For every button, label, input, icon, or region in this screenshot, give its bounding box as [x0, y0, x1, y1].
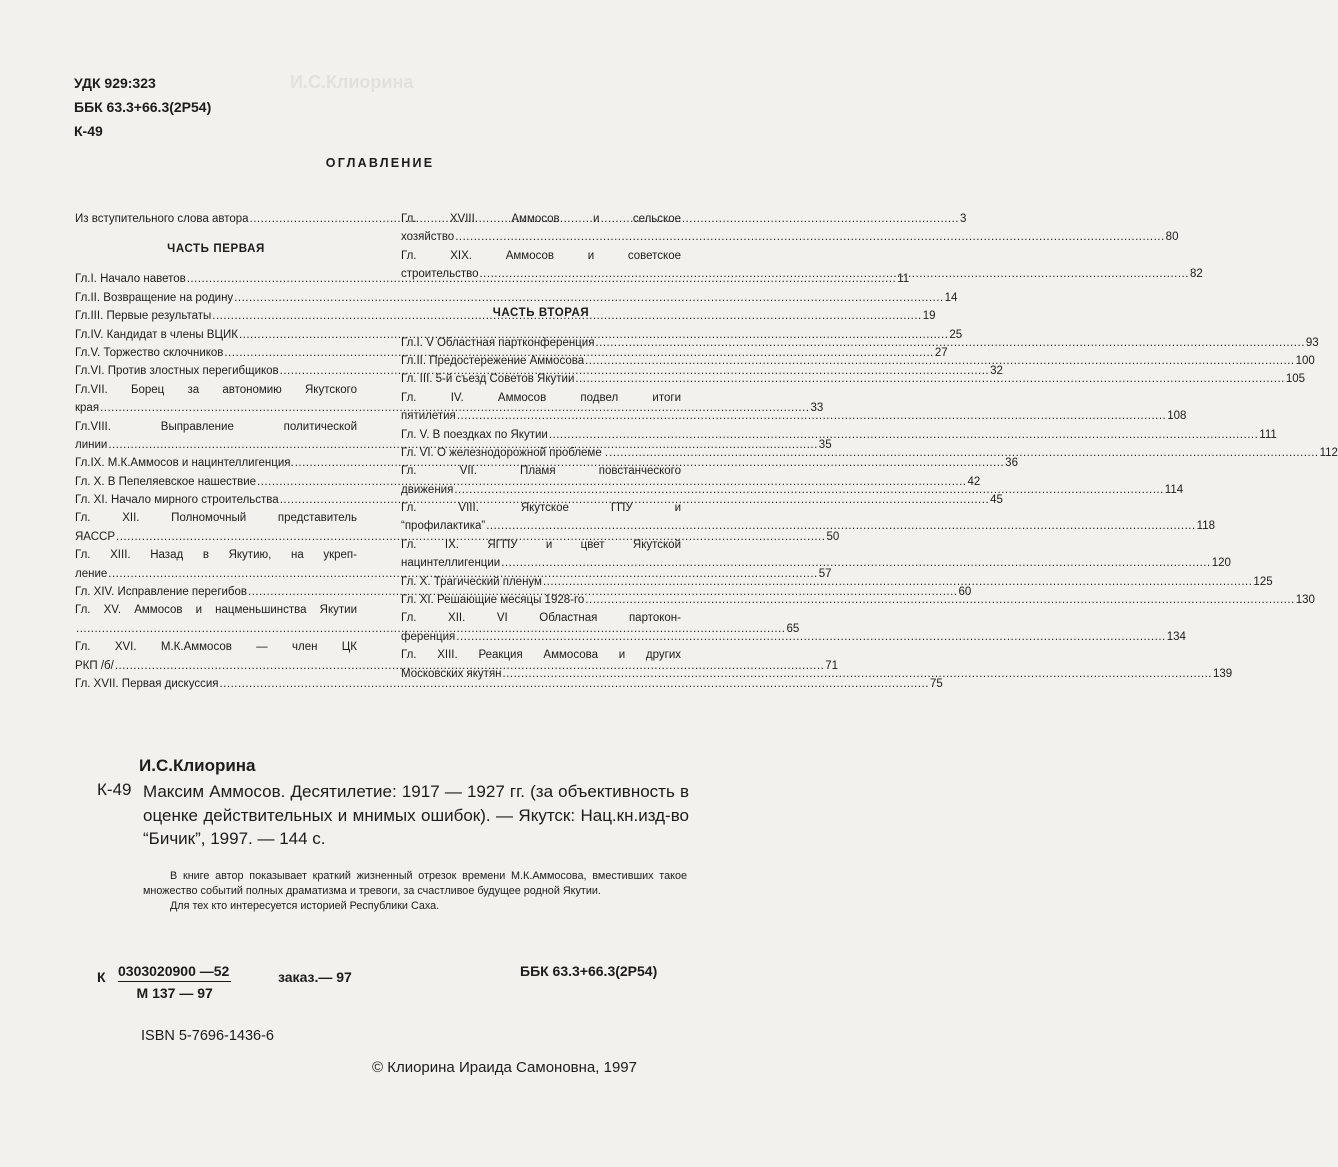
udk-code: УДК 929:323	[74, 75, 156, 91]
toc-entry-title: Гл.IX. М.К.Аммосов и нацинтеллигенция.	[75, 457, 294, 470]
toc-entry	[75, 289, 958, 307]
toc-entry-page: 33	[810, 402, 824, 415]
toc-entry-title: края	[75, 402, 100, 415]
toc-entry-page: 65	[786, 622, 800, 635]
toc-entry-first-line: Гл. IV. Аммосов подвел итоги	[401, 391, 681, 404]
toc-entry-page: 112	[1319, 446, 1338, 459]
bbk-code-bottom: ББК 63.3+66.3(2Р54)	[520, 963, 658, 979]
toc-entry-title: ференция	[401, 630, 456, 643]
toc-entry-title: Гл. XIV. Исправление перегибов	[75, 586, 248, 599]
toc-entry-title: Гл.III. Первые результаты	[75, 310, 212, 323]
toc-entry-line	[75, 289, 958, 307]
toc-entry-first-line: Гл. XII. VI Областная партокон-	[401, 612, 681, 625]
toc-entry-page: 111	[1259, 428, 1277, 441]
toc-entry-page: 134	[1166, 630, 1186, 643]
toc-entry-first-line: Гл. XIII. Назад в Якутию, на укреп-	[75, 549, 357, 562]
toc-entry-page: 25	[949, 328, 963, 341]
toc-leader	[609, 444, 1318, 462]
toc-entry-page: 100	[1295, 354, 1315, 367]
toc-entry-line	[75, 675, 943, 693]
toc-leader	[456, 628, 1165, 646]
toc-entry-title: Гл. XVII. Первая дискуссия	[75, 677, 219, 690]
toc-entry-first-line: Гл. VIII. Якутское ГПУ и	[401, 502, 681, 515]
toc-entry-page: 27	[934, 346, 948, 359]
toc-entry-title: хозяйство	[401, 231, 455, 244]
toc-entry-page: 35	[818, 438, 832, 451]
toc-leader	[543, 573, 1252, 591]
toc-entry-title: Гл.I. Начало наветов	[75, 273, 186, 286]
toc-leader	[454, 481, 1163, 499]
toc-entry-first-line: Гл. VII. Пламя повстанческого	[401, 465, 681, 478]
toc-entry-page: 32	[990, 365, 1003, 378]
toc-entry-page: 139	[1212, 667, 1233, 680]
toc-entry-page: 57	[818, 567, 832, 580]
toc-leader	[585, 352, 1294, 370]
toc-leader	[549, 426, 1258, 444]
toc-entry-title: “профилактика”	[401, 520, 486, 533]
toc-entry-page: 130	[1295, 594, 1315, 607]
toc-entry-page: 75	[929, 677, 943, 690]
part-one-heading: ЧАСТЬ ПЕРВАЯ	[167, 243, 265, 256]
toc-entry-title: движения	[401, 483, 454, 496]
abstract-paragraph: В книге автор показывает краткий жизненный отрезок времени М.К.Аммосова, вместивших такое множество событий полных драматизма и тревоги, за счастливое будущее родной Якутии.	[143, 870, 687, 897]
toc-entry	[75, 675, 943, 693]
classification-codes	[74, 71, 211, 143]
toc-leader	[585, 591, 1294, 609]
toc-entry-page: 80	[1165, 231, 1179, 244]
toc-entry-page: 45	[990, 494, 1003, 507]
copyright: © Клиорина Ираида Самоновна, 1997	[372, 1059, 637, 1076]
toc-title: ОГЛАВЛЕНИЕ	[325, 156, 435, 170]
toc-entry-line	[401, 426, 1277, 444]
toc-entry-page: 50	[826, 530, 840, 543]
toc-entry-page: 11	[897, 273, 910, 286]
toc-entry-line	[401, 228, 1179, 246]
toc-entry-title: Гл. VI. О железнодорожной проблеме .	[401, 446, 609, 459]
toc-entry-page: 3	[959, 212, 967, 225]
toc-entry-first-line: Гл.VII. Борец за автономию Якутского	[75, 383, 357, 396]
toc-entry-title: Гл.IV. Кандидат в члены ВЦИК	[75, 328, 238, 341]
toc-entry-page: 114	[1164, 483, 1184, 496]
toc-leader	[457, 407, 1166, 425]
card-abstract	[143, 869, 687, 914]
toc-entry-title: Гл. X. В Пепеляевское нашествие	[75, 475, 257, 488]
toc-entry-first-line: Гл. XVI. М.К.Аммосов — член ЦК	[75, 641, 357, 654]
toc-entry-page: 105	[1285, 373, 1306, 386]
toc-entry-title: Гл. XI. Начало мирного строительства	[75, 494, 279, 507]
toc-entry-title: Гл.VI. Против злостных перегибщиков	[75, 365, 279, 378]
toc-entry-page: 82	[1189, 268, 1203, 281]
toc-entry-title: строительство	[401, 268, 479, 281]
toc-entry-page: 125	[1253, 575, 1273, 588]
order-number: заказ.— 97	[278, 969, 352, 985]
toc-leader	[595, 334, 1304, 352]
toc-entry-title: Гл.II. Возвращение на родину	[75, 291, 234, 304]
toc-entry-title: Из вступительного слова автора	[75, 212, 249, 225]
index-denominator: М 137 — 97	[136, 985, 213, 1001]
isbn: ISBN 5-7696-1436-6	[141, 1028, 274, 1044]
bbk-code: ББК 63.3+66.3(2Р54)	[74, 99, 212, 115]
toc-entry-title: ЯАССР	[75, 530, 116, 543]
toc-entry-first-line: Гл. XV. Аммосов и нацменьшинства Якутии	[75, 604, 357, 617]
toc-entry-page: 19	[922, 310, 936, 323]
toc-entry-first-line: Гл. XIX. Аммосов и советское	[401, 249, 681, 262]
toc-entry-page: 120	[1211, 557, 1231, 570]
toc-entry-first-line: Гл. XVIII. Аммосов и сельское	[401, 213, 681, 225]
abstract-audience: Для тех кто интересуется историей Республики Саха.	[170, 900, 440, 912]
toc-leader	[486, 517, 1195, 535]
card-author: И.С.Клиорина	[139, 756, 256, 775]
author-mark: К-49	[74, 123, 103, 139]
toc-entry-title: Гл. XI. Решающие месяцы 1928-го	[401, 594, 585, 607]
toc-entry-title: Гл.I. V Областная партконференция	[401, 336, 595, 349]
toc-entry-page: 42	[967, 475, 981, 488]
index-numerator: 0303020900 —52	[118, 963, 231, 982]
part-two-heading: ЧАСТЬ ВТОРАЯ	[492, 306, 590, 319]
toc-leader	[575, 370, 1284, 388]
toc-entry-page: 93	[1305, 336, 1319, 349]
toc-entry-line	[401, 554, 1231, 572]
toc-entry-title: Гл. III. 5-й съезд Советов Якутии	[401, 373, 575, 386]
card-description: Максим Аммосов. Десятилетие: 1917 — 1927 гг. (за объективность в оценке действительных и мнимых ошибок). — Якутск: Нац.кн.изд-во “Бичик”, 1997. — 144 с.	[143, 782, 689, 848]
toc-entry-title: пятилетия	[401, 410, 456, 423]
toc-leader	[455, 228, 1164, 246]
toc-entry-page: 60	[958, 586, 972, 599]
toc-entry-title: Гл.II. Предостережение Аммосова	[401, 354, 585, 367]
toc-entry-title: Гл.V. Торжество склочников	[75, 346, 224, 359]
toc-entry-page: 14	[944, 291, 958, 304]
card-code: К-49	[97, 780, 132, 799]
bleed-through-text: И.С.Клиорина	[290, 72, 414, 92]
toc-entry-page: 71	[825, 659, 839, 672]
toc-entry-first-line: Гл.VIII. Выправление политической	[75, 420, 357, 433]
toc-entry-title: ление	[75, 567, 108, 580]
toc-leader	[479, 265, 1188, 283]
toc-entry-first-line: Гл. XII. Полномочный представитель	[75, 512, 357, 525]
toc-entry-title: Гл. X. Трагический пленум	[401, 575, 542, 588]
toc-leader	[501, 554, 1210, 572]
toc-leader	[503, 665, 1212, 683]
index-fraction	[118, 963, 231, 1001]
toc-entry-first-line: Гл. IX. ЯГПУ и цвет Якутской	[401, 538, 681, 551]
toc-entry-title: линии	[75, 438, 108, 451]
toc-entry-page: 118	[1196, 520, 1215, 533]
toc-entry-page: 108	[1167, 410, 1187, 423]
toc-entry-title: Московских якутян	[401, 667, 502, 680]
toc-entry-line	[401, 517, 1215, 535]
index-letter: К	[97, 969, 106, 985]
toc-entry-title: нацинтеллигенции	[401, 557, 501, 570]
toc-entry-first-line: Гл. XIII. Реакция Аммосова и других	[401, 649, 681, 662]
toc-entry-title: Гл. V. В поездках по Якутии	[401, 428, 548, 441]
toc-entry-title: РКП /б/	[75, 659, 114, 672]
toc-entry	[401, 210, 1179, 247]
toc-entry	[401, 426, 1277, 444]
toc-entry-page: 36	[1005, 457, 1018, 470]
